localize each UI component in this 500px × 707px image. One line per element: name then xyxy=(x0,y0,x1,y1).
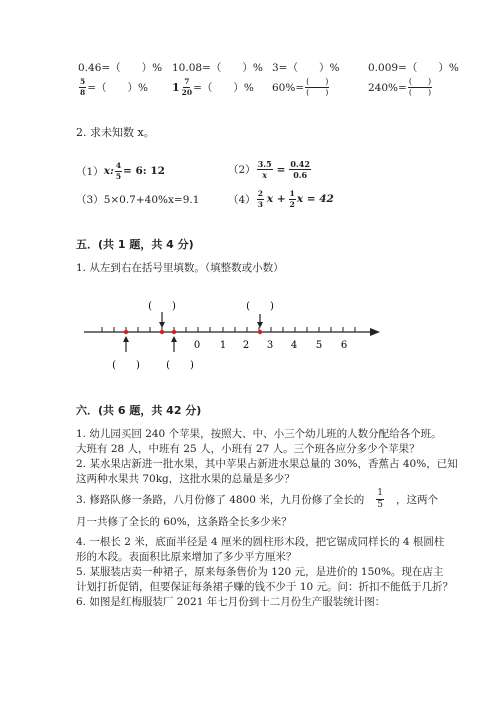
tick-label: 5 xyxy=(315,340,323,351)
question-line: 月一共修了全长的 60%，这条路全长多少米？ xyxy=(76,516,292,528)
arrow-up-icon xyxy=(123,336,129,352)
blank-below: ( ) xyxy=(112,360,140,371)
equation-4: （4） $\frac{2}{3}$ x + $\frac{1}{2}$ x = 42 xyxy=(228,189,334,209)
tick-label: 3 xyxy=(266,340,274,351)
mixed-number: 1 $\frac{7}{20}$ xyxy=(172,77,193,97)
conversion-item: 0.46=（ ）% xyxy=(78,62,163,74)
blank-above: ( ) xyxy=(246,301,274,312)
conversion-item: 3=（ ）% xyxy=(272,62,340,74)
question-title: 2. 求未知数 x。 xyxy=(76,126,155,139)
question-line: 形的木段。表面积比原来增加了多少平方厘米？ xyxy=(76,551,297,563)
question-3: 3. 修路队修一条路，八月份修了 4800 米，九月份修了全长的 $\frac{1}{5}$ ，这两个 xyxy=(76,488,438,510)
equation-1: （1） x: $\frac{4}{5}$ = 6: 12 xyxy=(76,161,165,181)
conversion-item: $\frac{5}{8}$ =（ ）% xyxy=(80,77,148,97)
blank-above: ( ) xyxy=(148,301,176,312)
tick-marks xyxy=(102,327,355,332)
tick-label: 1 xyxy=(219,340,227,351)
point-marker xyxy=(160,330,164,334)
conversion-item: 10.08=（ ）% xyxy=(172,62,263,74)
tick-label: 6 xyxy=(340,340,348,351)
fraction: $\frac{5}{8}$ xyxy=(80,77,86,97)
conversion-item: 0.009=（ ）% xyxy=(368,62,459,74)
conversion-item: 1 $\frac{7}{20}$ =（ ）% xyxy=(172,77,254,97)
arrow-down-icon xyxy=(159,312,165,328)
fraction-blank: $\frac{( )}{( )}$ xyxy=(306,77,329,97)
tick-label: 0 xyxy=(193,340,201,351)
tick-label: 2 xyxy=(242,340,250,351)
fraction-blank: $\frac{( )}{( )}$ xyxy=(408,77,432,97)
question-line: 计划打折促销，但要保证每条裙子赚的钱不少于 10 元。问：折扣不能低于几折？ xyxy=(76,581,454,593)
arrow-down-icon xyxy=(257,314,263,328)
section-6-heading: 六．(共 6 题，共 42 分) xyxy=(76,404,202,417)
arrow-up-icon xyxy=(171,336,177,352)
blank-below: ( ) xyxy=(166,360,194,371)
axis-arrow xyxy=(370,328,380,336)
question-line: 6. 如图是红梅服装厂 2021 年七月份到十二月份生产服装统计图： xyxy=(76,596,386,608)
point-marker xyxy=(258,330,262,334)
question-line: 1. 幼儿园买回 240 个苹果，按照大、中、小三个幼儿班的人数分配给各个班。 xyxy=(76,428,442,440)
conversion-item: 60%= $\frac{( )}{( )}$ xyxy=(272,77,329,97)
question-line: 2. 某水果店新进一批水果，其中苹果占新进水果总量的 30%，香蕉占 40%，已知 xyxy=(76,458,458,470)
equation-3: （3） 5×0.7+40%x=9.1 xyxy=(76,193,200,206)
tick-label: 4 xyxy=(290,340,298,351)
question-line: 这两种水果共 70kg，这批水果的总量是多少？ xyxy=(76,473,295,485)
question-line: 5. 某服装店卖一种裙子，原来每条售价为 120 元，是进价的 150%。现在店主 xyxy=(76,566,444,578)
point-marker xyxy=(124,330,128,334)
section-5-heading: 五．(共 1 题，共 4 分) xyxy=(76,238,194,251)
question-line: 大班有 28 人，中班有 25 人，小班有 27 人。三个班各应分多少个苹果？ xyxy=(76,443,420,455)
number-line xyxy=(80,298,390,378)
section-5-question: 1. 从左到右在括号里填数。（填整数或小数） xyxy=(76,262,284,274)
conversion-item: 240%= $\frac{( )}{( )}$ xyxy=(368,77,432,97)
question-line: 4. 一根长 2 米，底面半径是 4 厘米的圆柱形木段，把它锯成同样长的 4 根圆柱 xyxy=(76,536,445,548)
equation-2: （2） $\frac{3.5}{x}$ = $\frac{0.42}{0.6}$ xyxy=(228,159,310,180)
point-marker xyxy=(172,330,176,334)
